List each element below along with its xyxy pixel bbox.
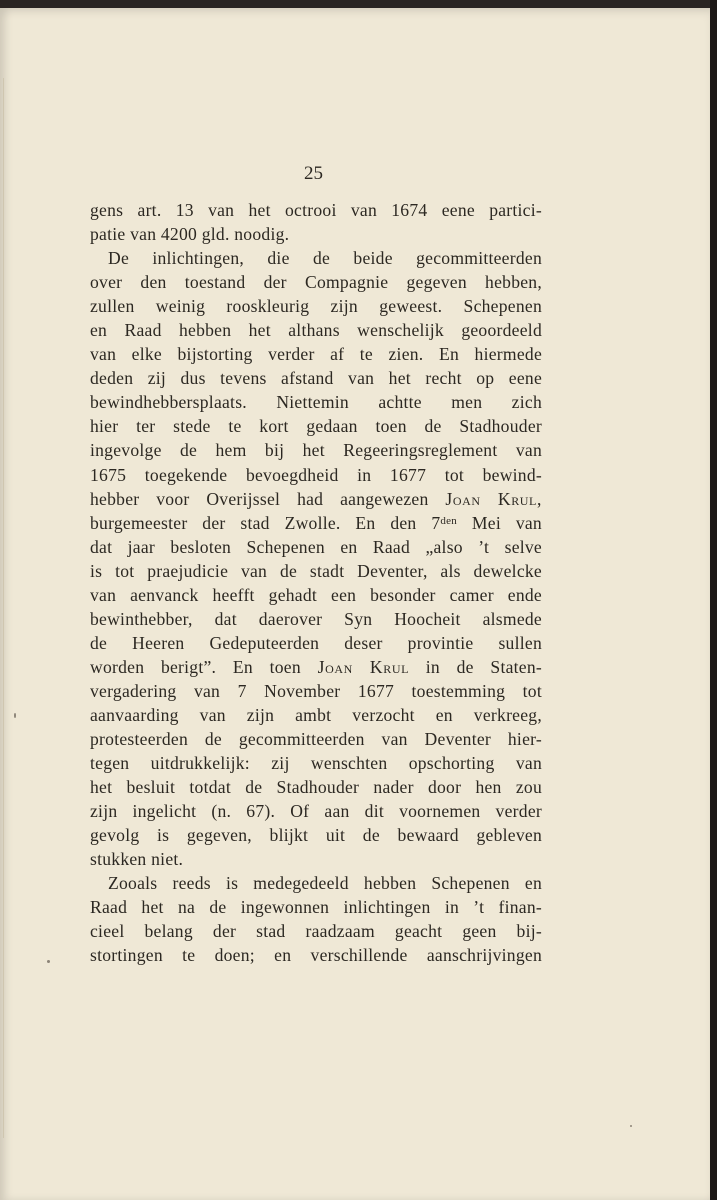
text-line: hier ter stede te kort gedaan toen de Stadhouder: [90, 416, 542, 437]
text-line: Raad het na de ingewonnen inlichtingen in ’t finan-: [90, 897, 542, 918]
text-line: over den toestand der Compagnie gegeven hebben,: [90, 272, 542, 293]
text-segment: hebber voor Overijssel had aangewezen: [90, 488, 429, 509]
text-segment: in de Staten-: [425, 656, 542, 677]
body-text: [90, 198, 542, 968]
person-name: Joan Krul,: [445, 488, 542, 509]
text-line: de Heeren Gedeputeerden deser provintie sullen: [90, 632, 542, 653]
text-segment: burgemeester der stad Zwolle. En den 7: [90, 512, 441, 533]
text-line: stortingen te doen; en verschillende aanschrijvingen: [90, 945, 542, 966]
text-line: [90, 655, 542, 679]
text-line: patie van 4200 gld. noodig.: [90, 224, 290, 245]
text-line: tegen uitdrukkelijk: zij wenschten opschorting van: [90, 753, 542, 774]
text-line: 1675 toegekende bevoegdheid in 1677 tot bewind-: [90, 464, 542, 485]
text-line: van aenvanck heefft gehadt een besonder camer ende: [90, 584, 542, 605]
text-segment: Mei van: [471, 512, 542, 533]
page-number: 25: [304, 163, 323, 184]
text-line: stukken niet.: [90, 849, 184, 870]
text-line: van elke bijstorting verder af te zien. En hiermede: [90, 344, 542, 365]
paragraph-start-line: Zooals reeds is medegedeeld hebben Schepenen en: [108, 873, 542, 894]
text-line: deden zij dus tevens afstand van het recht op eene: [90, 368, 542, 389]
page-edge-shadow: [710, 0, 717, 1200]
text-line: aanvaarding van zijn ambt verzocht en verkreeg,: [90, 704, 542, 725]
ordinal-superscript: den: [440, 514, 458, 527]
text-line: [90, 511, 542, 535]
binding-gutter: [3, 78, 4, 1138]
person-name: Joan Krul: [317, 656, 410, 677]
text-line: en Raad hebben het althans wenschelijk geoordeeld: [90, 320, 542, 341]
text-line: vergadering van 7 November 1677 toestemming tot: [90, 680, 542, 701]
paragraph-start-line: De inlichtingen, die de beide gecommitteerden: [108, 248, 542, 269]
text-line: het besluit totdat de Stadhouder nader door hen zou: [90, 777, 542, 798]
text-line: gens art. 13 van het octrooi van 1674 eene partici-: [90, 200, 542, 220]
book-page: [0, 8, 710, 1200]
text-line: cieel belang der stad raadzaam geacht geen bij-: [90, 921, 542, 942]
text-line: ingevolge de hem bij het Regeeringsreglement van: [90, 440, 542, 461]
text-line: zullen weinig rooskleurig zijn geweest. Schepenen: [90, 296, 542, 317]
text-line: [90, 487, 542, 511]
text-line: bewindhebbersplaats. Niettemin achtte men zich: [90, 392, 542, 413]
text-segment: worden berigt”. En toen: [90, 656, 301, 677]
paper-speck: [47, 960, 50, 963]
text-line: dat jaar besloten Schepenen en Raad „also ’t selve: [90, 536, 542, 557]
text-line: zijn ingelicht (n. 67). Of aan dit voornemen verder: [90, 801, 542, 822]
text-line: gevolg is gegeven, blijkt uit de bewaard gebleven: [90, 825, 542, 846]
paper-speck: [630, 1125, 632, 1127]
text-line: bewinthebber, dat daerover Syn Hoocheit alsmede: [90, 608, 542, 629]
paper-speck: [14, 713, 16, 718]
text-line: is tot praejudicie van de stadt Deventer, als dewelcke: [90, 560, 542, 581]
text-line: protesteerden de gecommitteerden van Deventer hier-: [90, 729, 542, 750]
